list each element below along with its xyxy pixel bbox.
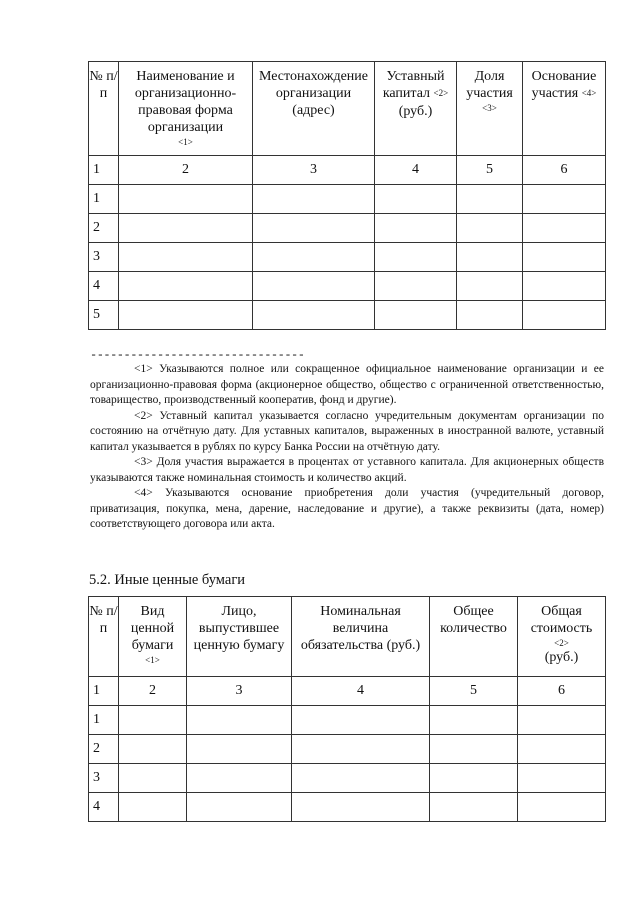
empty-cell[interactable] <box>523 185 606 214</box>
participation-table <box>88 61 606 330</box>
footnote-3: <3> Доля участия выражается в процентах от уставного капитала. Для акционерных обществ указываются также номинальная стоимость и количество акций. <box>90 456 604 484</box>
column-number: 5 <box>430 677 518 706</box>
empty-cell[interactable] <box>518 793 606 822</box>
empty-cell[interactable] <box>375 214 457 243</box>
empty-cell[interactable] <box>457 301 523 330</box>
column-number: 6 <box>523 156 606 185</box>
empty-cell[interactable] <box>253 214 375 243</box>
footnote-separator: -------------------------------- <box>90 348 305 362</box>
empty-cell[interactable] <box>119 185 253 214</box>
col-header-basis: Основание участия $^{<4>}$ <box>523 62 606 156</box>
col-header-quantity: Общее количество <box>430 597 518 677</box>
row-number: 3 <box>89 243 119 272</box>
table-row <box>89 272 606 301</box>
empty-cell[interactable] <box>253 272 375 301</box>
empty-cell[interactable] <box>518 764 606 793</box>
col-header-nominal: Номинальная величина обязательства (руб.) <box>292 597 430 677</box>
empty-cell[interactable] <box>253 243 375 272</box>
col-header-total-value: Общая стоимость <2> (руб.) <box>518 597 606 677</box>
row-number: 4 <box>89 272 119 301</box>
empty-cell[interactable] <box>523 272 606 301</box>
column-number-row <box>89 156 606 185</box>
empty-cell[interactable] <box>430 735 518 764</box>
securities-table <box>88 596 606 822</box>
row-number: 3 <box>89 764 119 793</box>
empty-cell[interactable] <box>457 243 523 272</box>
row-number: 5 <box>89 301 119 330</box>
col-header-org-name: Наименование и организационно-правовая форма организации <1> <box>119 62 253 156</box>
empty-cell[interactable] <box>292 764 430 793</box>
table-row <box>89 793 606 822</box>
footnote-4: <4> Указываются основание приобретения доли участия (учредительный договор, приватизация, покупка, мена, дарение, наследование и другие), а также реквизиты (дата, номер) соответствующего договора или акта. <box>90 487 604 530</box>
column-number: 4 <box>292 677 430 706</box>
empty-cell[interactable] <box>523 243 606 272</box>
empty-cell[interactable] <box>375 301 457 330</box>
empty-cell[interactable] <box>518 735 606 764</box>
empty-cell[interactable] <box>187 706 292 735</box>
col-header-number: № п/п <box>89 597 119 677</box>
col-header-share: Доля участия <3> <box>457 62 523 156</box>
empty-cell[interactable] <box>119 243 253 272</box>
section-title: 5.2. Иные ценные бумаги <box>89 572 246 588</box>
empty-cell[interactable] <box>292 735 430 764</box>
table-row <box>89 735 606 764</box>
column-number: 1 <box>89 156 119 185</box>
footnote-1: <1> Указываются полное или сокращенное официальное наименование организации и ее организационно-правовая форма (акционерное общество, общество с ограниченной ответственностью, товарищество, производственный кооператив, фонд и другие). <box>90 363 604 406</box>
empty-cell[interactable] <box>119 793 187 822</box>
column-number: 4 <box>375 156 457 185</box>
empty-cell[interactable] <box>187 764 292 793</box>
col-header-security-type: Вид ценной бумаги <1> <box>119 597 187 677</box>
row-number: 2 <box>89 214 119 243</box>
footnotes <box>90 362 604 533</box>
empty-cell[interactable] <box>375 243 457 272</box>
empty-cell[interactable] <box>119 735 187 764</box>
empty-cell[interactable] <box>119 706 187 735</box>
col-header-issuer: Лицо, выпустившее ценную бумагу <box>187 597 292 677</box>
column-number: 5 <box>457 156 523 185</box>
empty-cell[interactable] <box>375 185 457 214</box>
empty-cell[interactable] <box>375 272 457 301</box>
col-header-location: Местонахождение организации (адрес) <box>253 62 375 156</box>
empty-cell[interactable] <box>253 301 375 330</box>
empty-cell[interactable] <box>430 764 518 793</box>
footnote-2: <2> Уставный капитал указывается согласно учредительным документам организации по состоянию на отчётную дату. Для уставных капиталов, выраженных в иностранной валюте, уставный капитал указывается в рублях по курсу Банка России на отчётную дату. <box>90 409 604 453</box>
row-number: 4 <box>89 793 119 822</box>
table-row <box>89 706 606 735</box>
empty-cell[interactable] <box>187 793 292 822</box>
empty-cell[interactable] <box>523 301 606 330</box>
column-number-row <box>89 677 606 706</box>
table-row <box>89 243 606 272</box>
col-header-capital: Уставный капитал $^{<2>}$ (руб.) <box>375 62 457 156</box>
empty-cell[interactable] <box>430 793 518 822</box>
empty-cell[interactable] <box>430 706 518 735</box>
col-header-number: № п/п <box>89 62 119 156</box>
empty-cell[interactable] <box>253 185 375 214</box>
empty-cell[interactable] <box>457 272 523 301</box>
empty-cell[interactable] <box>518 706 606 735</box>
table-row <box>89 764 606 793</box>
column-number: 3 <box>253 156 375 185</box>
column-number: 2 <box>119 677 187 706</box>
empty-cell[interactable] <box>119 272 253 301</box>
empty-cell[interactable] <box>292 793 430 822</box>
empty-cell[interactable] <box>119 301 253 330</box>
empty-cell[interactable] <box>523 214 606 243</box>
empty-cell[interactable] <box>292 706 430 735</box>
column-number: 6 <box>518 677 606 706</box>
empty-cell[interactable] <box>457 185 523 214</box>
column-number: 3 <box>187 677 292 706</box>
empty-cell[interactable] <box>187 735 292 764</box>
table-row <box>89 185 606 214</box>
table-row <box>89 301 606 330</box>
column-number: 2 <box>119 156 253 185</box>
empty-cell[interactable] <box>119 764 187 793</box>
empty-cell[interactable] <box>457 214 523 243</box>
column-number: 1 <box>89 677 119 706</box>
empty-cell[interactable] <box>119 214 253 243</box>
row-number: 1 <box>89 706 119 735</box>
row-number: 1 <box>89 185 119 214</box>
table-row <box>89 214 606 243</box>
row-number: 2 <box>89 735 119 764</box>
